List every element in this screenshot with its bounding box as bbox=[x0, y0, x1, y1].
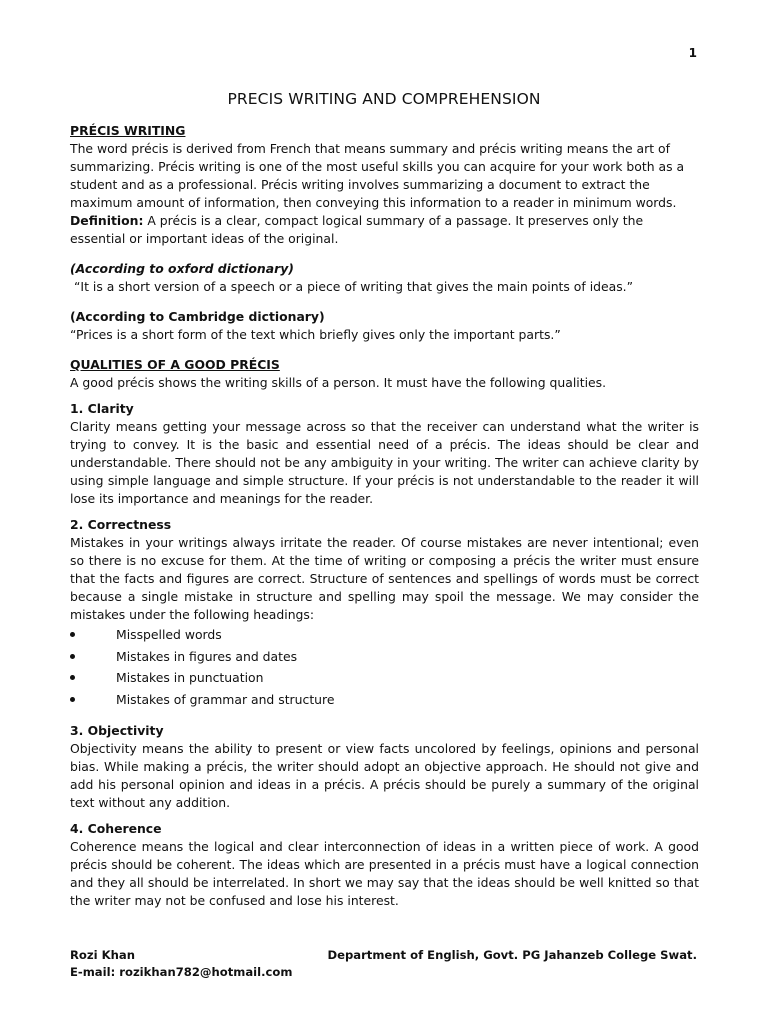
cambridge-quote: “Prices is a short form of the text which briefly gives only the important parts.” bbox=[70, 327, 561, 342]
section-heading-precis-writing: PRÉCIS WRITING bbox=[70, 123, 186, 138]
correctness-paragraph: Mistakes in your writings always irritate the reader. Of course mistakes are never intentional; even so there is no excuse for them. At the time of writing or composing a précis the writer must ensure that the facts and figures are correct. Structure of sentences and spellings of words must be correct because a single mistake in structure and spelling may spoil the message. We may consider the mistakes under the following headings: bbox=[70, 535, 699, 622]
coherence-paragraph: Coherence means the logical and clear interconnection of ideas in a written piece of work. A good précis should be coherent. The ideas which are presented in a précis must have a logical connection and they all should be interrelated. In short we may say that the ideas should be well knitted so that the writer may not be confused and lose his interest. bbox=[70, 839, 699, 908]
coherence-heading: 4. Coherence bbox=[70, 821, 162, 836]
mistakes-list bbox=[70, 624, 699, 710]
cambridge-label: (According to Cambridge dictionary) bbox=[70, 309, 325, 324]
bullet-icon bbox=[70, 675, 75, 680]
bullet-icon bbox=[70, 632, 75, 637]
section-heading-qualities: QUALITIES OF A GOOD PRÉCIS bbox=[70, 357, 280, 372]
footer-email: E-mail: rozikhan782@hotmail.com bbox=[70, 965, 293, 979]
definition-label: Definition: bbox=[70, 213, 144, 228]
footer-author: Rozi Khan bbox=[70, 948, 135, 962]
clarity-paragraph: Clarity means getting your message across so that the receiver can understand what the writer is trying to convey. It is the basic and essential need of a précis. The ideas should be clear and understandable. There should not be any ambiguity in your writing. The writer can achieve clarity by using simple language and simple structure. If your précis is not understandable to the reader it will lose its importance and meanings for the reader. bbox=[70, 419, 699, 506]
definition-paragraph bbox=[70, 212, 699, 248]
correctness-heading: 2. Correctness bbox=[70, 517, 172, 532]
page-title: PRECIS WRITING AND COMPREHENSION bbox=[227, 90, 541, 108]
objectivity-heading: 3. Objectivity bbox=[70, 723, 164, 738]
page-footer bbox=[70, 947, 697, 981]
objectivity-paragraph: Objectivity means the ability to present or view facts uncolored by feelings, opinions and personal bias. While making a précis, the writer should adopt an objective approach. He should not give and add his personal opinion and ideas in a précis. A précis should be purely a summary of the original text without any addition. bbox=[70, 741, 699, 810]
definition-text: A précis is a clear, compact logical summary of a passage. It preserves only the essential or important ideas of the original. bbox=[70, 213, 644, 246]
footer-department: Department of English, Govt. PG Jahanzeb College Swat. bbox=[327, 948, 697, 962]
list-item: Misspelled words bbox=[70, 624, 699, 646]
bullet-icon bbox=[70, 654, 75, 659]
list-item: Mistakes of grammar and structure bbox=[70, 689, 699, 711]
oxford-label: (According to oxford dictionary) bbox=[70, 261, 294, 276]
qualities-intro: A good précis shows the writing skills of a person. It must have the following qualities. bbox=[70, 375, 607, 390]
precis-intro-paragraph: The word précis is derived from French that means summary and précis writing means the art of summarizing. Précis writing is one of the most useful skills you can acquire for your work both as a student and as a professional. Précis writing involves summarizing a document to extract the maximum amount of information, then conveying this information to a reader in minimum words. bbox=[70, 141, 685, 210]
clarity-heading: 1. Clarity bbox=[70, 401, 134, 416]
document-body bbox=[70, 122, 699, 910]
page-number: 1 bbox=[688, 46, 697, 60]
list-item: Mistakes in figures and dates bbox=[70, 646, 699, 668]
list-item: Mistakes in punctuation bbox=[70, 667, 699, 689]
bullet-icon bbox=[70, 697, 75, 702]
oxford-quote: “It is a short version of a speech or a piece of writing that gives the main points of ideas.” bbox=[74, 279, 634, 294]
